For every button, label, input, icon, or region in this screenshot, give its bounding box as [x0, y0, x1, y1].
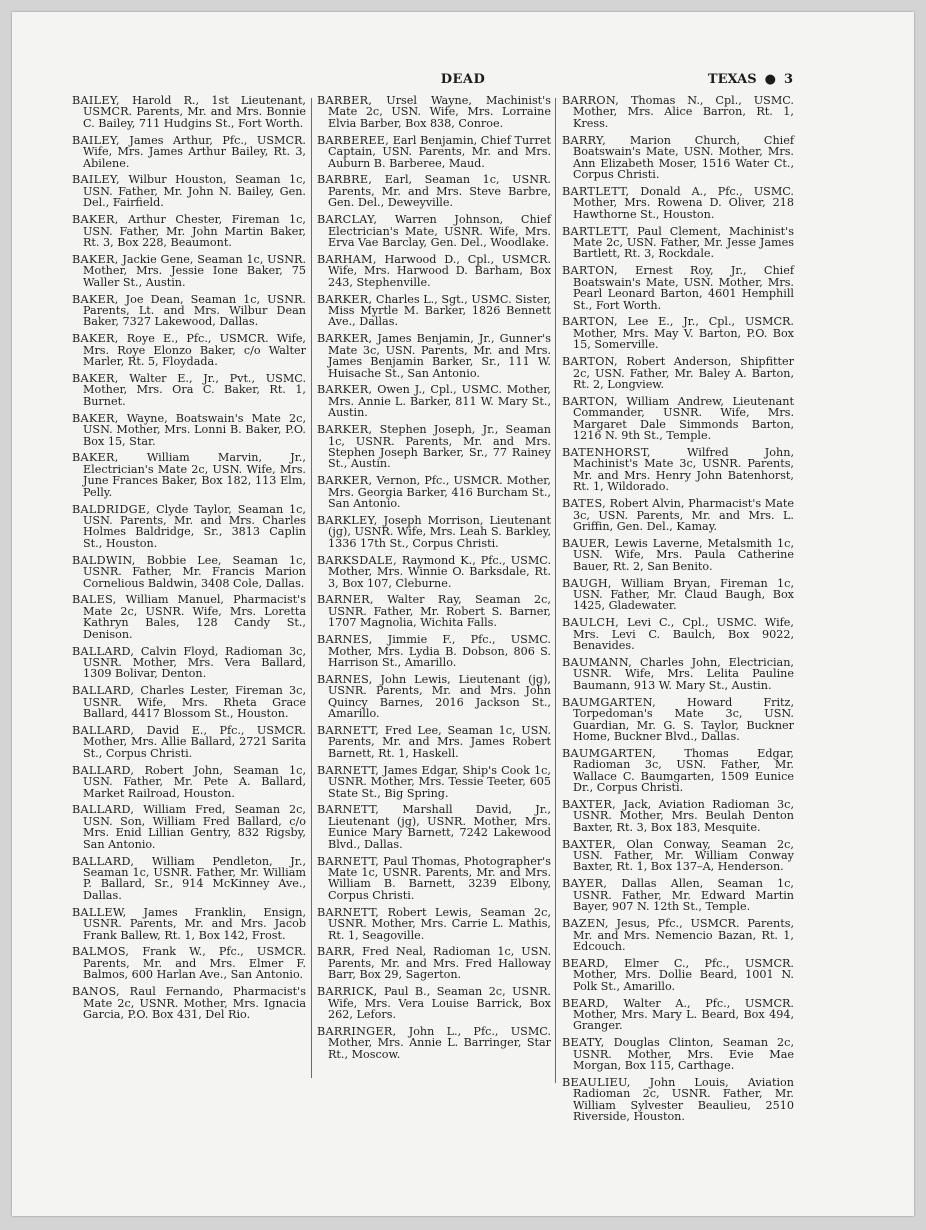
entry-surname: BAKER,	[72, 332, 119, 346]
casualty-entry	[317, 555, 551, 589]
entry-details: William Marvin, Jr., Electrician's Mate 2c, USN. Wife, Mrs. June Frances Baker, Box 182, 113 Elm, Pelly.	[83, 451, 306, 499]
entry-surname: BALDWIN,	[72, 553, 136, 567]
casualty-entry	[72, 907, 306, 941]
casualty-entry	[562, 226, 794, 260]
entry-surname: BARKSDALE,	[317, 553, 397, 567]
entry-details: John Lewis, Lieutenant (jg), USNR. Parents, Mr. and Mrs. John Quincy Barnes, 2016 Jackson St., Amarillo.	[328, 672, 551, 721]
casualty-entry	[72, 856, 306, 902]
entry-surname: BARRY,	[562, 133, 607, 147]
casualty-entry	[562, 135, 794, 181]
casualty-entry	[317, 634, 551, 668]
entry-details: Lewis Laverne, Metalsmith 1c, USN. Wife, Mrs. Paula Catherine Bauer, Rt. 2, San Benito.	[573, 536, 794, 573]
section-heading: DEAD	[440, 72, 486, 87]
entry-details: Ernest Roy, Jr., Chief Boatswain's Mate, USN. Mother, Mrs. Pearl Leonard Barton, 4601 Hemphill St., Fort Worth.	[573, 264, 794, 312]
entry-details: Wayne, Boatswain's Mate 2c, USN. Mother, Mrs. Lonni B. Baker, P.O. Box 15, Star.	[83, 411, 306, 448]
entry-details: James Franklin, Ensign, USNR. Parents, Mr. and Mrs. Jacob Frank Ballew, Rt. 1, Box 142, Frost.	[83, 905, 306, 942]
entry-details: William Andrew, Lieutenant Commander, USNR. Wife, Mrs. Margaret Dale Simmonds Barton, 1216 N. 9th St., Temple.	[573, 394, 794, 443]
casualty-entry	[317, 725, 551, 759]
casualty-entry	[562, 839, 794, 873]
casualty-entry	[72, 646, 306, 680]
entry-details: Levi C., Cpl., USMC. Wife, Mrs. Levi C. Baulch, Box 9022, Benavides.	[573, 616, 794, 653]
entry-details: Jack, Aviation Radioman 3c, USNR. Mother, Mrs. Beulah Denton Baxter, Rt. 3, Box 183, Mesquite.	[573, 797, 794, 834]
casualty-entry	[72, 555, 306, 589]
entry-surname: BARNETT,	[317, 763, 380, 777]
entry-details: Raymond K., Pfc., USMC. Mother, Mrs. Winnie O. Barksdale, Rt. 3, Box 107, Cleburne.	[328, 553, 551, 590]
entry-surname: BARKER,	[317, 292, 373, 306]
casualty-entry	[562, 918, 794, 952]
entry-details: Stephen Joseph, Jr., Seaman 1c, USNR. Parents, Mr. and Mrs. Stephen Joseph Barker, Sr., 77 Rainey St., Austin.	[328, 423, 551, 471]
casualty-entry	[72, 413, 306, 447]
casualty-entry	[72, 986, 306, 1020]
entry-details: Jesus, Pfc., USMCR. Parents, Mr. and Mrs. Nemencio Bazan, Rt. 1, Edcouch.	[573, 917, 794, 953]
entry-details: James Edgar, Ship's Cook 1c, USNR. Mother, Mrs. Tessie Teeter, 605 State St., Big Spring.	[328, 763, 551, 800]
entry-surname: BEAULIEU,	[562, 1075, 631, 1089]
entry-details: Joe Dean, Seaman 1c, USNR. Parents, Lt. and Mrs. Wilbur Dean Baker, 7327 Lakewood, Dallas.	[83, 292, 306, 329]
entry-surname: BALDRIDGE,	[72, 502, 151, 516]
entry-details: Thomas Edgar, Radioman 3c, USN. Father, Mr. Wallace C. Baumgarten, 1509 Eunice Dr., Corpus Christi.	[573, 746, 794, 795]
casualty-entry	[562, 316, 794, 350]
entry-details: William Pendleton, Jr., Seaman 1c, USNR. Father, Mr. William P. Ballard, Sr., 914 McKinney Ave., Dallas.	[83, 854, 306, 902]
entry-details: Clyde Taylor, Seaman 1c, USN. Parents, Mr. and Mrs. Charles Holmes Baldridge, Sr., 3813 Caplin St., Houston.	[83, 502, 306, 550]
entry-surname: BAUMGARTEN,	[562, 695, 656, 709]
entry-details: Paul Clement, Machinist's Mate 2c, USN. Father, Mr. Jesse James Bartlett, Rt. 3, Rockdale.	[573, 224, 794, 261]
casualty-entry	[562, 498, 794, 532]
casualty-entry	[562, 356, 794, 390]
entry-surname: BARHAM,	[317, 252, 377, 266]
entry-surname: BARKER,	[317, 332, 373, 346]
entry-details: David E., Pfc., USMCR. Mother, Mrs. Allie Ballard, 2721 Sarita St., Corpus Christi.	[83, 724, 306, 760]
entry-details: Raul Fernando, Pharmacist's Mate 2c, USNR. Mother, Mrs. Ignacia Garcia, P.O. Box 431, Del Rio.	[83, 985, 306, 1021]
entry-details: Wilbur Houston, Seaman 1c, USN. Father, Mr. John N. Bailey, Gen. Del., Fairfield.	[83, 173, 306, 210]
casualty-entry	[317, 804, 551, 850]
casualty-entry	[562, 186, 794, 220]
casualty-entry	[72, 765, 306, 799]
entry-details: Howard Fritz, Torpedoman's Mate 3c, USN. Guardian, Mr. G. S. Taylor, Buckner Home, Buckner Blvd., Dallas.	[573, 695, 794, 743]
entry-surname: BARNETT,	[317, 724, 380, 737]
entry-surname: BARTON,	[562, 264, 618, 278]
page-header-right	[708, 72, 793, 87]
entry-surname: BAKER,	[72, 252, 119, 266]
entry-surname: BEARD,	[562, 996, 609, 1010]
casualty-entry	[317, 856, 551, 902]
entry-details: Vernon, Pfc., USMCR. Mother, Mrs. Georgia Barker, 416 Burcham St., San Antonio.	[328, 474, 551, 511]
entry-surname: BARNER,	[317, 593, 374, 607]
column-rule-2	[555, 98, 556, 1083]
casualty-entry	[317, 424, 551, 470]
casualty-entry	[562, 578, 794, 612]
entry-details: Jackie Gene, Seaman 1c, USNR. Mother, Mrs. Jessie Ione Baker, 75 Waller St., Austin.	[83, 252, 306, 289]
entry-details: James Arthur, Pfc., USMCR. Wife, Mrs. James Arthur Bailey, Rt. 3, Abilene.	[83, 133, 306, 170]
casualty-entry	[72, 373, 306, 407]
casualty-entry	[72, 214, 306, 248]
casualty-entry	[562, 799, 794, 833]
entry-surname: BARBEREE,	[317, 133, 390, 147]
entry-surname: BARRINGER,	[317, 1024, 397, 1038]
entry-details: James Benjamin, Jr., Gunner's Mate 3c, USN. Parents, Mr. and Mrs. James Benjamin Barker, Sr., 111 W. Huisache St., San Antonio.	[328, 332, 551, 380]
entry-details: John Louis, Aviation Radioman 2c, USNR. Father, Mr. William Sylvester Beaulieu, 2510 Riverside, Houston.	[573, 1075, 794, 1124]
entry-surname: BARKLEY,	[317, 514, 378, 527]
entry-surname: BAILEY,	[72, 94, 120, 107]
casualty-entry	[317, 384, 551, 418]
casualty-entry	[72, 333, 306, 367]
entry-surname: BALLARD,	[72, 854, 135, 868]
entry-surname: BAILEY,	[72, 173, 120, 187]
entry-details: Harwood D., Cpl., USMCR. Wife, Mrs. Harwood D. Barham, Box 243, Stephenville.	[328, 252, 551, 289]
entry-surname: BARTON,	[562, 355, 618, 369]
entry-details: Wilfred John, Machinist's Mate 3c, USNR. Parents, Mr. and Mrs. Henry John Batenhorst, Rt. 1, Wildorado.	[573, 445, 794, 494]
entry-surname: BARR,	[317, 945, 356, 959]
entry-surname: BAZEN,	[562, 917, 609, 931]
entry-surname: BEARD,	[562, 956, 609, 970]
casualty-entry	[317, 333, 551, 379]
casualty-entry	[72, 946, 306, 980]
entry-surname: BARTON,	[562, 394, 618, 408]
entry-details: Earl, Seaman 1c, USNR. Parents, Mr. and Mrs. Steve Barbre, Gen. Del., Deweyville.	[328, 173, 551, 210]
casualty-entry	[317, 135, 551, 169]
entry-details: Roye E., Pfc., USMCR. Wife, Mrs. Roye Elonzo Baker, c/o Walter Marler, Rt. 5, Floydada.	[83, 332, 306, 369]
entry-details: Douglas Clinton, Seaman 2c, USNR. Mother, Mrs. Evie Mae Morgan, Box 115, Carthage.	[573, 1036, 794, 1073]
entry-details: William Bryan, Fireman 1c, USN. Father, Mr. Claud Baugh, Box 1425, Gladewater.	[573, 576, 794, 613]
casualty-entry	[562, 617, 794, 651]
casualty-entry	[562, 958, 794, 992]
casualty-entry	[72, 804, 306, 850]
casualty-entry	[317, 674, 551, 720]
entry-surname: BALMOS,	[72, 945, 130, 959]
entry-details: William Manuel, Pharmacist's Mate 2c, USNR. Wife, Mrs. Loretta Kathryn Bales, 128 Candy St., Denison.	[83, 593, 306, 641]
casualty-entry	[72, 95, 306, 129]
casualty-entry	[317, 594, 551, 628]
entry-details: Dallas Allen, Seaman 1c, USNR. Father, Mr. Edward Martin Bayer, 907 N. 12th St., Temple.	[573, 877, 794, 914]
entry-details: Jimmie F., Pfc., USMC. Mother, Mrs. Lydia B. Dobson, 806 S. Harrison St., Amarillo.	[328, 633, 551, 669]
state-name: TEXAS	[707, 72, 757, 87]
column-2	[317, 95, 551, 1066]
entry-surname: BARNES,	[317, 633, 373, 647]
entry-surname: BAUGH,	[562, 576, 612, 590]
entry-details: Charles Lester, Fireman 3c, USNR. Wife, Mrs. Rheta Grace Ballard, 4417 Blossom St., Houston.	[83, 684, 306, 721]
entry-surname: BARNES,	[317, 672, 373, 686]
entry-details: Thomas N., Cpl., USMC. Mother, Mrs. Alice Barron, Rt. 1, Kress.	[573, 94, 794, 130]
casualty-entry	[72, 685, 306, 719]
entry-details: Warren Johnson, Chief Electrician's Mate, USNR. Wife, Mrs. Erva Vae Barclay, Gen. Del., Woodlake.	[328, 213, 551, 249]
entry-details: Lee E., Jr., Cpl., USMCR. Mother, Mrs. May V. Barton, P.O. Box 15, Somerville.	[573, 315, 794, 352]
entry-details: Paul Thomas, Photographer's Mate 1c, USNR. Parents, Mr. and Mrs. William B. Barnett, 3239 Elbony, Corpus Christi.	[328, 854, 551, 902]
entry-surname: BARKER,	[317, 474, 373, 488]
entry-details: Owen J., Cpl., USMC. Mother, Mrs. Annie L. Barker, 811 W. Mary St., Austin.	[328, 383, 551, 420]
entry-details: Marion Church, Chief Boatswain's Mate, USN. Mother, Mrs. Ann Elizabeth Moser, 1516 Water Ct., Corpus Christi.	[573, 133, 794, 181]
entry-surname: BAUER,	[562, 536, 610, 550]
casualty-entry	[562, 1077, 794, 1123]
entry-details: Bobbie Lee, Seaman 1c, USNR. Father, Mr. Francis Marion Cornelious Baldwin, 3408 Cole, Dallas.	[83, 553, 306, 590]
entry-surname: BAKER,	[72, 411, 119, 425]
page-number: 3	[783, 72, 793, 87]
entry-surname: BAUMANN,	[562, 655, 633, 669]
entry-details: Marshall David, Jr., Lieutenant (jg), USNR. Mother, Mrs. Eunice Mary Barnett, 7242 Lakewood Blvd., Dallas.	[328, 803, 551, 851]
entry-details: Frank W., Pfc., USMCR. Parents, Mr. and Mrs. Elmer F. Balmos, 600 Harlan Ave., San Antonio.	[83, 945, 306, 982]
casualty-entry	[562, 878, 794, 912]
entry-details: Olan Conway, Seaman 2c, USN. Father, Mr. William Conway Baxter, Rt. 1, Box 137–A, Henderson.	[573, 837, 794, 874]
entry-surname: BAKER,	[72, 292, 119, 306]
entry-details: Harold R., 1st Lieutenant, USMCR. Parents, Mr. and Mrs. Bonnie C. Bailey, 711 Hudgins St., Fort Worth.	[83, 94, 306, 130]
entry-surname: BATENHORST,	[562, 445, 651, 459]
entry-surname: BARBER,	[317, 94, 373, 107]
bullet-icon: ●	[764, 72, 776, 87]
entry-surname: BALLARD,	[72, 763, 135, 777]
casualty-entry	[317, 1026, 551, 1060]
entry-details: Arthur Chester, Fireman 1c, USN. Father, Mr. John Martin Baker, Rt. 3, Box 228, Beaumont.	[83, 213, 306, 249]
entry-details: Earl Benjamin, Chief Turret Captain, USN. Parents, Mr. and Mrs. Auburn B. Barberee, Maud.	[328, 133, 551, 170]
entry-surname: BARTLETT,	[562, 224, 630, 238]
entry-details: Donald A., Pfc., USMC. Mother, Mrs. Rowena D. Oliver, 218 Hawthorne St., Houston.	[573, 184, 794, 221]
entry-surname: BANOS,	[72, 985, 120, 999]
casualty-entry	[317, 515, 551, 549]
entry-details: Robert Alvin, Pharmacist's Mate 3c, USN. Parents, Mr. and Mrs. L. Griffin, Gen. Del., Kamay.	[573, 497, 794, 533]
casualty-entry	[562, 697, 794, 743]
entry-surname: BAKER,	[72, 213, 119, 227]
casualty-entry	[562, 998, 794, 1032]
entry-surname: BAUMGARTEN,	[562, 746, 656, 760]
entry-surname: BARRICK,	[317, 985, 378, 999]
casualty-entry	[72, 174, 306, 208]
casualty-entry	[72, 452, 306, 498]
entry-surname: BALES,	[72, 593, 117, 607]
entry-surname: BARTLETT,	[562, 184, 630, 198]
entry-surname: BALLARD,	[72, 644, 135, 658]
entry-details: Robert Anderson, Shipfitter 2c, USN. Father, Mr. Baley A. Barton, Rt. 2, Longview.	[573, 355, 794, 391]
entry-details: Robert Lewis, Seaman 2c, USNR. Mother, Mrs. Carrie L. Mathis, Rt. 1, Seagoville.	[328, 905, 551, 942]
casualty-entry	[72, 254, 306, 288]
casualty-entry	[562, 396, 794, 442]
entry-surname: BARKER,	[317, 383, 373, 397]
casualty-entry	[317, 946, 551, 980]
column-1	[72, 95, 306, 1026]
entry-details: Paul B., Seaman 2c, USNR. Wife, Mrs. Vera Louise Barrick, Box 262, Lefors.	[328, 985, 551, 1021]
column-rule-1	[311, 98, 312, 1078]
entry-surname: BALLEW,	[72, 905, 127, 919]
entry-details: John L., Pfc., USMC. Mother, Mrs. Annie L. Barringer, Star Rt., Moscow.	[328, 1024, 551, 1061]
entry-details: Ursel Wayne, Machinist's Mate 2c, USN. Wife, Mrs. Lorraine Elvia Barber, Box 838, Conroe.	[328, 94, 551, 130]
casualty-entry	[317, 174, 551, 208]
casualty-entry	[317, 765, 551, 799]
casualty-entry	[317, 475, 551, 509]
casualty-entry	[72, 294, 306, 328]
column-3	[562, 95, 794, 1128]
casualty-entry	[317, 294, 551, 328]
entry-surname: BEATY,	[562, 1036, 605, 1050]
casualty-entry	[562, 95, 794, 129]
casualty-entry	[562, 1037, 794, 1071]
entry-surname: BATES,	[562, 497, 606, 511]
entry-details: Fred Lee, Seaman 1c, USN. Parents, Mr. and Mrs. James Robert Barnett, Rt. 1, Haskell.	[328, 724, 551, 760]
entry-surname: BARTON,	[562, 315, 618, 329]
entry-surname: BALLARD,	[72, 684, 135, 698]
entry-details: Walter Ray, Seaman 2c, USNR. Father, Mr. Robert S. Barner, 1707 Magnolia, Wichita Falls.	[328, 593, 551, 630]
casualty-entry	[562, 538, 794, 572]
entry-surname: BAKER,	[72, 372, 119, 386]
entry-details: Calvin Floyd, Radioman 3c, USNR. Mother, Mrs. Vera Ballard, 1309 Bolivar, Denton.	[83, 644, 306, 681]
entry-surname: BARKER,	[317, 423, 373, 437]
entry-surname: BALLARD,	[72, 803, 135, 817]
entry-surname: BAYER,	[562, 877, 608, 891]
entry-surname: BARNETT,	[317, 905, 380, 919]
entry-details: Joseph Morrison, Lieutenant (jg), USNR. Wife, Mrs. Leah S. Barkley, 1336 17th St., Corpus Christi.	[328, 514, 551, 550]
casualty-entry	[317, 95, 551, 129]
casualty-entry	[72, 135, 306, 169]
entry-surname: BAKER,	[72, 451, 119, 465]
entry-surname: BAXTER,	[562, 837, 616, 851]
entry-surname: BARBRE,	[317, 173, 373, 187]
entry-surname: BARRON,	[562, 94, 620, 107]
entry-surname: BAILEY,	[72, 133, 120, 147]
entry-details: Fred Neal, Radioman 1c, USN. Parents, Mr. and Mrs. Fred Halloway Barr, Box 29, Sagerton.	[328, 945, 551, 982]
entry-surname: BAULCH,	[562, 616, 620, 630]
casualty-entry	[72, 504, 306, 550]
casualty-entry	[317, 986, 551, 1020]
entry-details: Elmer C., Pfc., USMCR. Mother, Mrs. Dollie Beard, 1001 N. Polk St., Amarillo.	[573, 956, 794, 993]
casualty-entry	[562, 447, 794, 493]
entry-surname: BARNETT,	[317, 803, 380, 817]
casualty-entry	[562, 265, 794, 311]
casualty-entry	[562, 748, 794, 794]
entry-surname: BARNETT,	[317, 854, 380, 868]
entry-surname: BALLARD,	[72, 724, 135, 737]
casualty-entry	[72, 725, 306, 759]
entry-details: Charles John, Electrician, USNR. Wife, Mrs. Lelita Pauline Baumann, 913 W. Mary St., Austin.	[573, 655, 794, 692]
entry-surname: BARCLAY,	[317, 213, 378, 227]
entry-details: William Fred, Seaman 2c, USN. Son, William Fred Ballard, c/o Mrs. Enid Lillian Gentry, 832 Rigsby, San Antonio.	[83, 803, 306, 851]
entry-details: Robert John, Seaman 1c, USN. Father, Mr. Pete A. Ballard, Market Railroad, Houston.	[83, 763, 306, 800]
entry-details: Walter A., Pfc., USMCR. Mother, Mrs. Mary L. Beard, Box 494, Granger.	[573, 996, 794, 1033]
casualty-entry	[317, 214, 551, 248]
entry-details: Walter E., Jr., Pvt., USMC. Mother, Mrs. Ora C. Baker, Rt. 1, Burnet.	[83, 372, 306, 408]
casualty-entry	[317, 254, 551, 288]
entry-surname: BAXTER,	[562, 797, 616, 811]
casualty-entry	[562, 657, 794, 691]
casualty-entry	[72, 594, 306, 640]
casualty-entry	[317, 907, 551, 941]
entry-details: Charles L., Sgt., USMC. Sister, Miss Myrtle M. Barker, 1826 Bennett Ave., Dallas.	[328, 292, 551, 329]
